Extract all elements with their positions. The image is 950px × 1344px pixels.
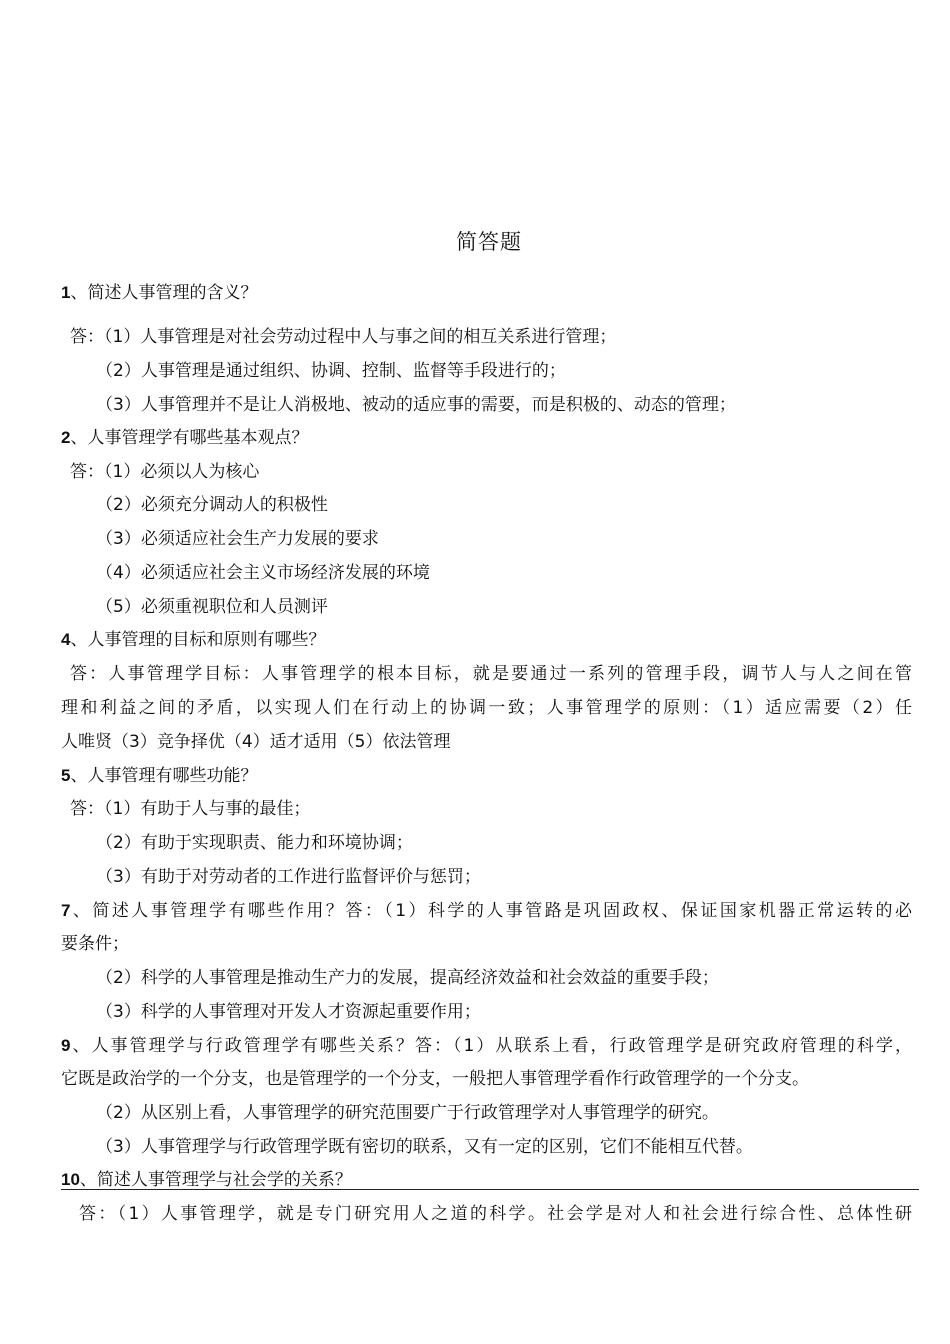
section-divider [61,1189,919,1190]
question-1 [61,282,257,304]
answer-line: （2）人事管理是通过组织、协调、控制、监督等手段进行的； [96,361,566,381]
answer-line: （2）有助于实现职责、能力和环境协调； [96,833,413,853]
question-text: 、简述人事管理学有哪些作用？答：（1）科学的人事管路是巩固政权、保证国家机器正常运转的必 [70,901,912,921]
page-title: 简答题 [456,230,522,254]
answer-line: （3）必须适应社会生产力发展的要求 [96,529,379,549]
question-number: 5 [61,766,71,785]
question-9 [61,1035,912,1057]
question-number: 9 [61,1036,71,1055]
answer-line: 答：人事管理学目标：人事管理学的根本目标，就是要通过一系列的管理手段，调节人与人之间在管 [70,664,912,684]
answer-line: 它既是政治学的一个分支，也是管理学的一个分支，一般把人事管理学看作行政管理学的一个分支。 [61,1069,809,1089]
answer-line: （3）人事管理并不是让人消极地、被动的适应事的需要，而是积极的、动态的管理； [96,395,736,415]
answer-line: （4）必须适应社会主义市场经济发展的环境 [96,563,430,583]
question-text: 、简述人事管理学与社会学的关系？ [79,1170,352,1190]
answer-line: （3）科学的人事管理对开发人才资源起重要作用； [96,1002,481,1022]
answer-line: 理和利益之间的矛盾，以实现人们在行动上的协调一致；人事管理学的原则：（1）适应需要（2）任 [61,698,912,718]
question-text: 、人事管理有哪些功能？ [70,766,258,786]
question-text: 、人事管理学与行政管理学有哪些关系？答：（1）从联系上看，行政管理学是研究政府管理的科学， [70,1036,912,1056]
answer-line: 人唯贤（3）竞争择优（4）适才适用（5）依法管理 [61,732,451,752]
question-text: 、人事管理学有哪些基本观点？ [70,428,309,448]
question-text: 、人事管理的目标和原则有哪些？ [70,630,326,650]
question-number: 10 [61,1170,80,1189]
question-text: 、简述人事管理的含义？ [70,283,258,303]
question-2 [61,427,308,449]
answer-line: 要条件； [61,934,129,954]
question-5 [61,765,257,787]
answer-line: （2）必须充分调动人的积极性 [96,495,328,515]
question-number: 4 [61,630,71,649]
answer-line: （5）必须重视职位和人员测评 [96,597,328,617]
answer-line: 答：（1）人事管理学，就是专门研究用人之道的科学。社会学是对人和社会进行综合性、总体性研 [79,1204,912,1224]
question-number: 1 [61,283,71,302]
answer-line: （2）从区别上看，人事管理学的研究范围要广于行政管理学对人事管理学的研究。 [96,1103,719,1123]
question-number: 7 [61,901,71,920]
answer-line: 答：（1）人事管理是对社会劳动过程中人与事之间的相互关系进行管理； [70,327,617,347]
answer-line: （3）人事管理学与行政管理学既有密切的联系，又有一定的区别，它们不能相互代替。 [96,1137,753,1157]
answer-line: 答：（1）必须以人为核心 [70,462,260,482]
question-10 [61,1169,352,1191]
answer-line: （2）科学的人事管理是推动生产力的发展，提高经济效益和社会效益的重要手段； [96,968,719,988]
question-4 [61,629,325,651]
answer-line: （3）有助于对劳动者的工作进行监督评价与惩罚； [96,867,481,887]
question-number: 2 [61,428,71,447]
answer-line: 答：（1）有助于人与事的最佳； [70,799,311,819]
question-7 [61,900,912,922]
